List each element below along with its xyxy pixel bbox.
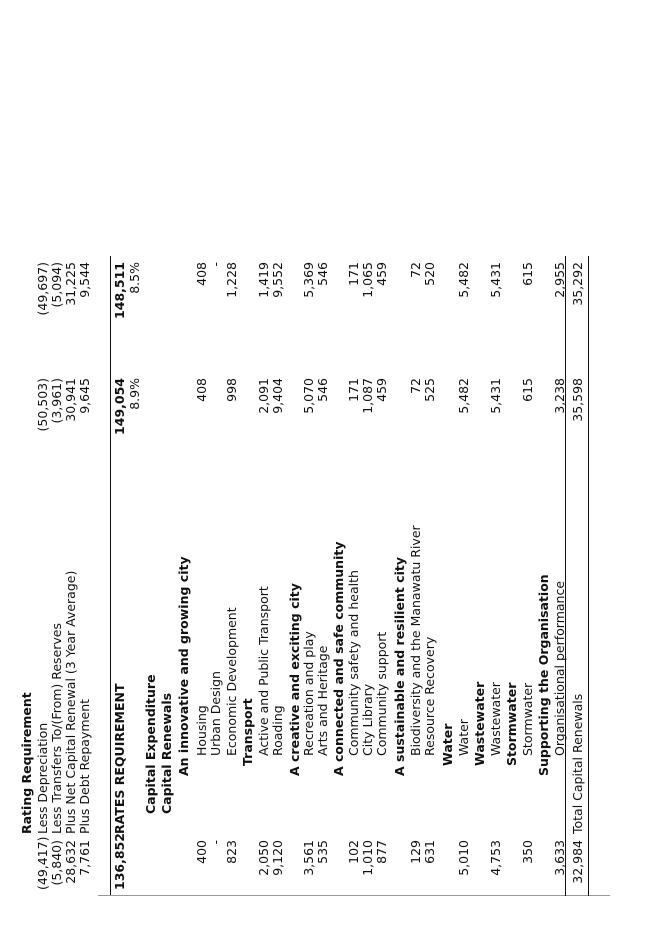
capex-current: 5,482: [456, 378, 471, 414]
capex-current: 171: [346, 378, 361, 402]
percent-change-row: [128, 0, 142, 926]
capital-expenditure-heading: Capital Expenditure: [143, 674, 158, 814]
total-capital-renewals-current: 35,598: [570, 378, 585, 422]
capex-group-heading: [332, 0, 346, 926]
rating-row: [64, 0, 78, 926]
column-divider: [98, 895, 610, 896]
capex-label: Economic Development: [224, 607, 239, 756]
rating-row-prior: (5,840): [49, 840, 64, 886]
capex-current: 459: [374, 378, 389, 402]
capex-next: 171: [346, 262, 361, 286]
capex-item-row: [257, 0, 271, 926]
capex-next: 5,482: [456, 262, 471, 298]
rating-row-next: 9,544: [77, 262, 92, 298]
capex-label: Resource Recovery: [422, 636, 437, 756]
capex-item-row: [225, 0, 239, 926]
rating-row-label: Plus Net Capital Renewal (3 Year Average): [63, 570, 78, 834]
rating-row-prior: 7,761: [77, 840, 92, 876]
capex-label: An innovative and growing city: [176, 556, 191, 776]
capital-renewals-heading-row: [160, 0, 174, 926]
capex-next: 546: [315, 262, 330, 286]
capex-item-row: [375, 0, 389, 926]
capex-item-row: [521, 0, 535, 926]
capex-item-row: [316, 0, 330, 926]
capital-expenditure-heading-row: [144, 0, 158, 926]
capex-label: Supporting the Organisation: [536, 574, 551, 776]
capex-label: Organisational performance: [552, 580, 567, 756]
capex-subgroup-heading: [505, 0, 519, 926]
total-bottom-rule: [588, 256, 589, 896]
rating-row-label: Less Transfers To/(From) Reserves: [49, 622, 64, 834]
capex-current: 1,087: [360, 378, 375, 414]
capex-label: Roading: [270, 705, 285, 756]
capex-group-heading: [393, 0, 407, 926]
capex-next: 459: [374, 262, 389, 286]
capex-next: 408: [194, 262, 209, 286]
subtotal-rule: [110, 256, 111, 896]
capex-next: 5,431: [488, 262, 503, 298]
capex-group-heading: [288, 0, 302, 926]
capex-label: Stormwater: [504, 682, 519, 766]
capital-renewals-heading: Capital Renewals: [159, 692, 174, 814]
capex-prior: 877: [374, 840, 389, 864]
rating-row-prior: 28,632: [63, 840, 78, 884]
capex-item-row: [489, 0, 503, 926]
rates-requirement-row: [113, 0, 127, 926]
capex-subgroup-heading: [241, 0, 255, 926]
capex-prior: 350: [520, 840, 535, 864]
capex-prior: 3,561: [301, 840, 316, 876]
capex-current: 3,238: [552, 378, 567, 414]
percent-change-current: 8.9%: [127, 378, 142, 410]
capex-group-heading: [177, 0, 191, 926]
rating-row-label: Plus Debt Repayment: [77, 698, 92, 834]
capex-label: Transport: [240, 698, 255, 766]
capex-current: 9,404: [270, 378, 285, 414]
capex-next: -: [208, 262, 223, 267]
capex-next: 1,065: [360, 262, 375, 298]
rating-row: [50, 0, 64, 926]
capex-label: A sustainable and resilient city: [392, 557, 407, 776]
rating-row-current: (50,503): [35, 378, 50, 432]
capex-label: Arts and Heritage: [315, 645, 330, 756]
rating-requirement-heading: Rating Requirement: [19, 692, 34, 834]
capex-prior: 535: [315, 840, 330, 864]
rating-row-next: (5,094): [49, 262, 64, 308]
capex-next: 520: [422, 262, 437, 286]
capex-current: 2,091: [256, 378, 271, 414]
capex-item-row: [302, 0, 316, 926]
capex-prior: 5,010: [456, 840, 471, 876]
total-capital-renewals-row: [571, 0, 585, 926]
percent-change-next: 8.5%: [127, 262, 142, 294]
capex-subgroup-heading: [441, 0, 455, 926]
rating-row-current: (3,961): [49, 378, 64, 424]
capex-prior: 823: [224, 840, 239, 864]
total-top-rule: [565, 256, 566, 896]
rating-row-label: Less Depreciation: [35, 722, 50, 834]
capex-next: 615: [520, 262, 535, 286]
rates-requirement-prior: 136,852: [112, 833, 127, 890]
capex-item-row: [423, 0, 437, 926]
capex-next: 72: [408, 262, 423, 278]
capex-prior: 129: [408, 840, 423, 864]
capex-item-row: [195, 0, 209, 926]
rating-row: [36, 0, 50, 926]
capex-prior: 4,753: [488, 840, 503, 876]
capex-item-row: [347, 0, 361, 926]
capex-label: A connected and safe community: [331, 541, 346, 776]
capex-item-row: [209, 0, 223, 926]
capex-item-row: [361, 0, 375, 926]
capex-prior: 9,120: [270, 840, 285, 876]
rating-row-current: 30,941: [63, 378, 78, 422]
capex-label: Stormwater: [520, 682, 535, 756]
capex-label: A creative and exciting city: [287, 583, 302, 776]
capex-label: Active and Public Transport: [256, 586, 271, 756]
rating-row-next: (49,697): [35, 262, 50, 316]
capex-label: Community support: [374, 631, 389, 756]
capex-prior: 2,050: [256, 840, 271, 876]
total-capital-renewals-prior: 32,984: [570, 840, 585, 884]
rating-row: [78, 0, 92, 926]
capex-prior: 102: [346, 840, 361, 864]
capex-next: 9,552: [270, 262, 285, 298]
capex-next: 1,228: [224, 262, 239, 298]
capex-prior: 400: [194, 840, 209, 864]
rates-requirement-label: RATES REQUIREMENT: [112, 683, 127, 834]
capex-prior: 631: [422, 840, 437, 864]
capex-prior: 1,010: [360, 840, 375, 876]
capex-item-row: [457, 0, 471, 926]
capex-current: 72: [408, 378, 423, 394]
total-capital-renewals-next: 35,292: [570, 262, 585, 306]
capex-item-row: [271, 0, 285, 926]
capex-label: Housing: [194, 705, 209, 756]
rating-row-next: 31,225: [63, 262, 78, 306]
capex-label: Biodiversity and the Manawatu River: [408, 525, 423, 756]
rating-row-current: 9,645: [77, 378, 92, 414]
capex-next: 5,369: [301, 262, 316, 298]
capex-current: 525: [422, 378, 437, 402]
capex-next: 1,419: [256, 262, 271, 298]
capex-current: 998: [224, 378, 239, 402]
rates-requirement-current: 149,054: [112, 378, 127, 435]
capex-current: 5,070: [301, 378, 316, 414]
rates-requirement-next: 148,511: [112, 262, 127, 319]
capex-label: City Library: [360, 683, 375, 756]
capex-group-heading: [537, 0, 551, 926]
capex-subgroup-heading: [473, 0, 487, 926]
capex-next: 2,955: [552, 262, 567, 298]
capex-current: 546: [315, 378, 330, 402]
capex-item-row: [409, 0, 423, 926]
capex-current: 5,431: [488, 378, 503, 414]
capex-label: Community safety and health: [346, 570, 361, 756]
rating-requirement-heading-row: [20, 0, 34, 926]
capex-label: Recreation and play: [301, 631, 316, 756]
rating-row-prior: (49,417): [35, 836, 50, 890]
capex-current: 615: [520, 378, 535, 402]
capex-current: 408: [194, 378, 209, 402]
capex-prior: 3,633: [552, 840, 567, 876]
capex-prior: -: [208, 840, 223, 845]
capex-label: Wastewater: [472, 681, 487, 766]
capex-label: Urban Design: [208, 671, 223, 756]
capex-label: Water: [456, 719, 471, 756]
capex-label: Water: [440, 723, 455, 766]
capex-label: Wastewater: [488, 682, 503, 756]
total-capital-renewals-label: Total Capital Renewals: [570, 693, 585, 834]
